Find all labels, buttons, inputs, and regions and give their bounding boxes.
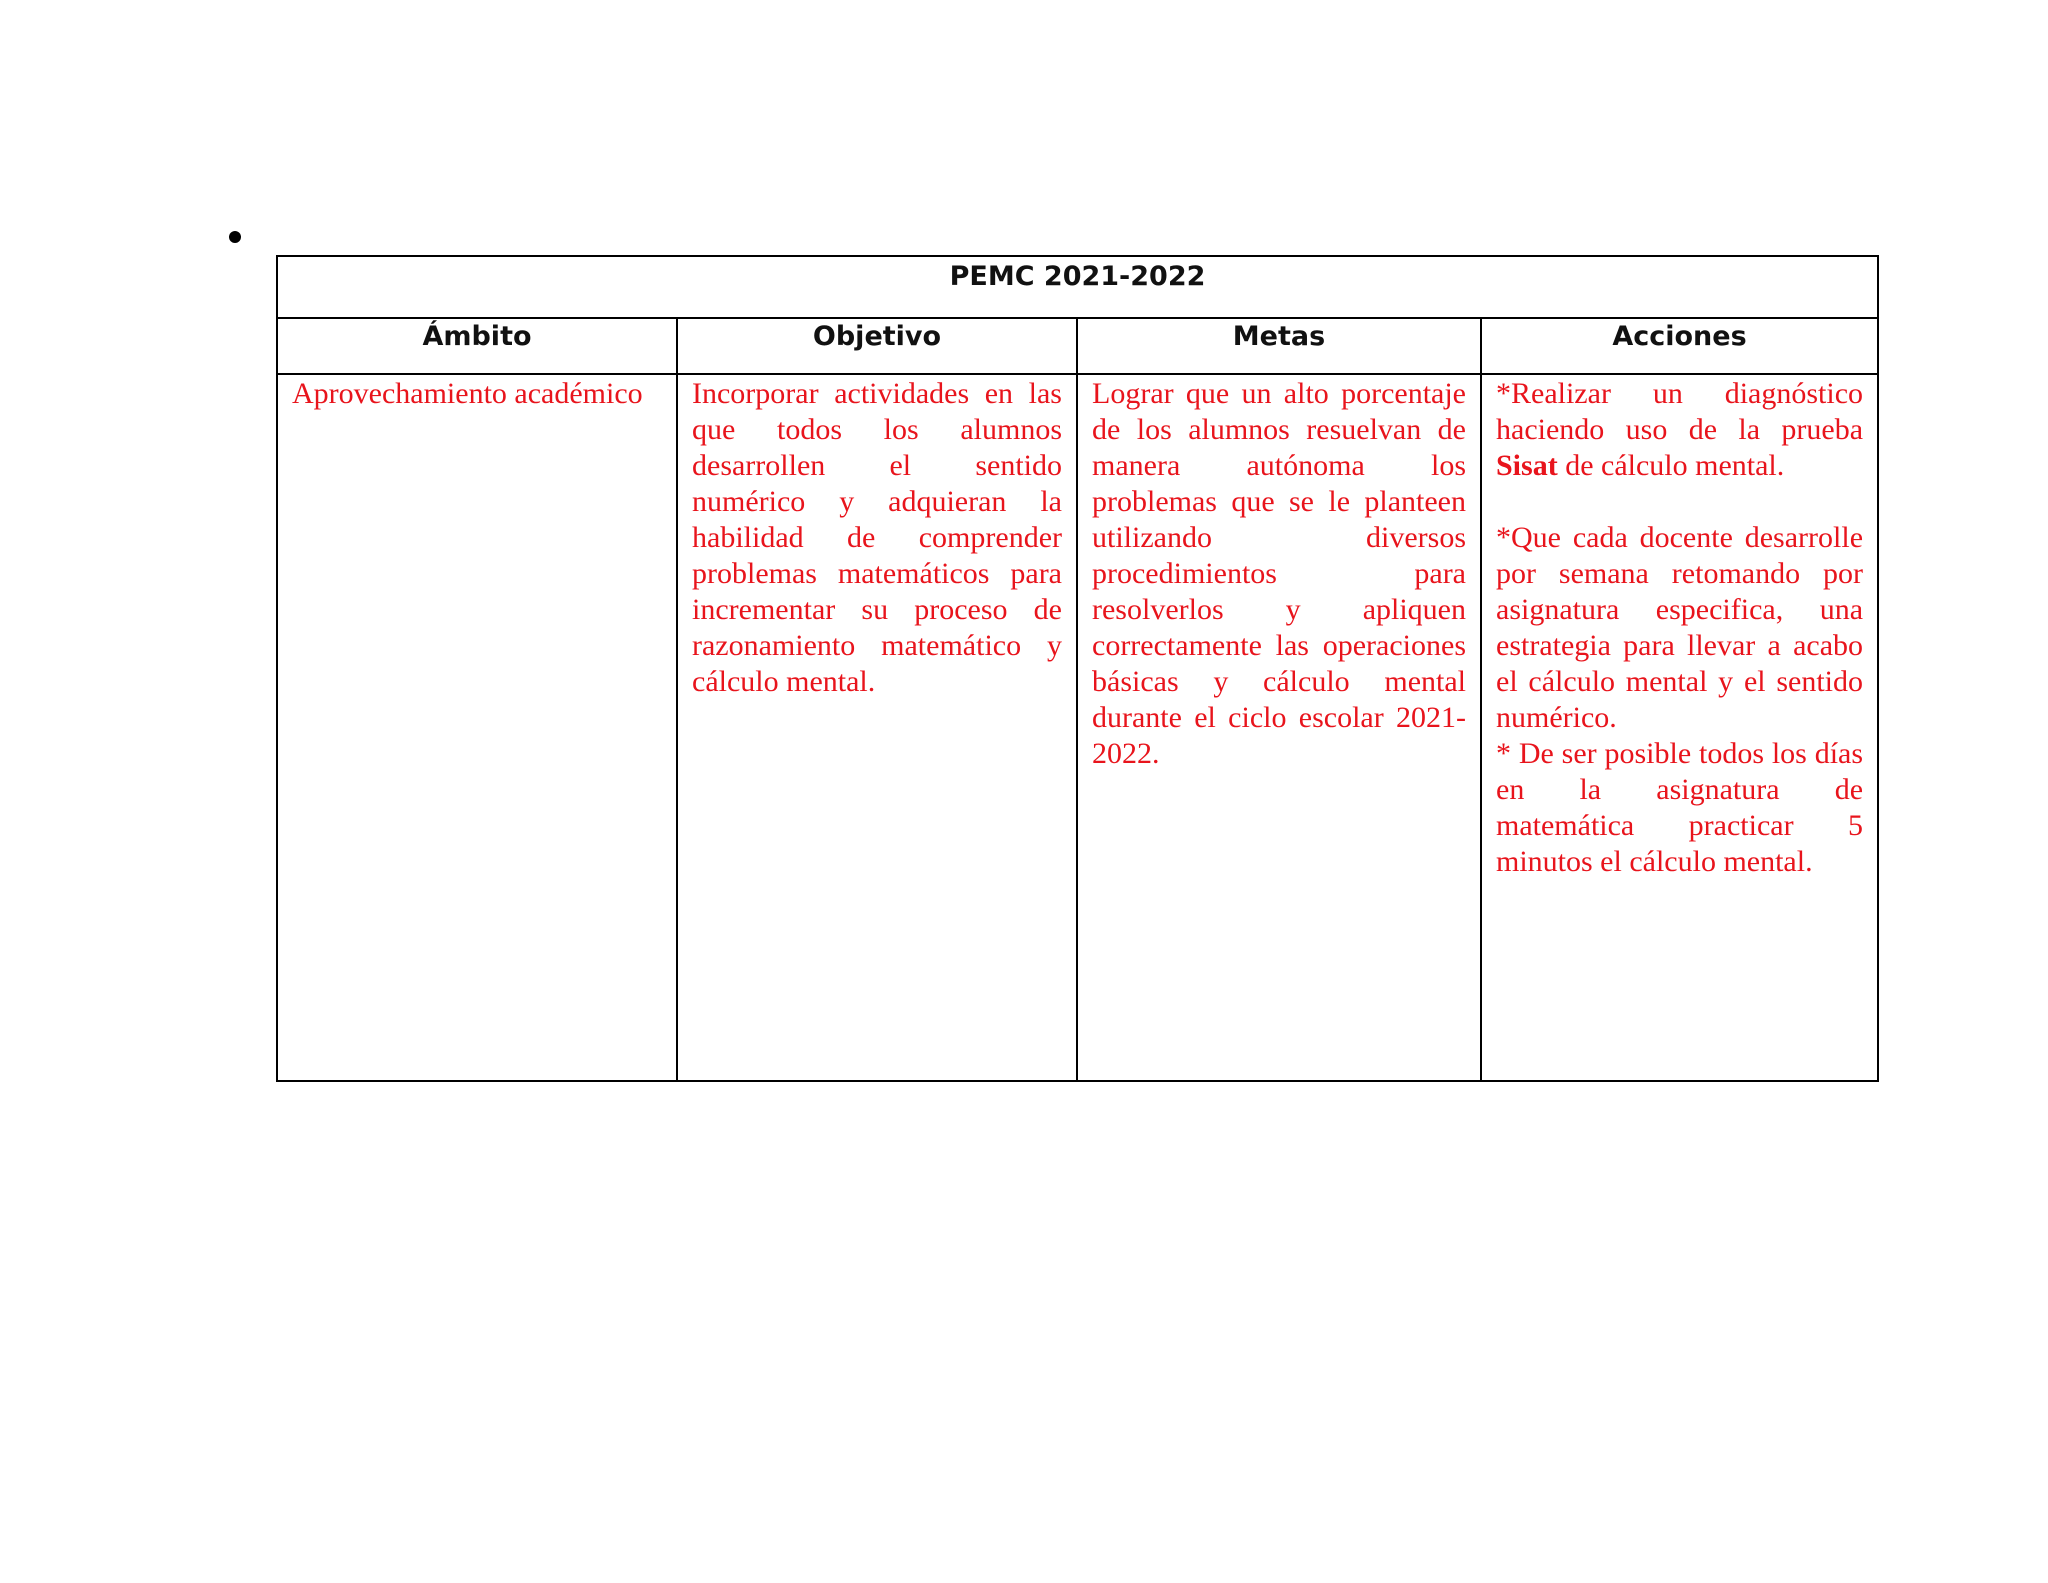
sisat-label: Sisat [1496,449,1558,482]
accion-diagnostico-post: de cálculo mental. [1565,449,1785,482]
accion-diagnostico [1496,376,1863,484]
cell-acciones [1481,374,1878,1081]
accion-practica: * De ser posible todos los días en la asignatura de matemática practicar 5 minutos el cálculo mental. [1496,737,1864,878]
table-title-row [277,256,1878,318]
header-metas: Metas [1077,318,1481,374]
cell-ambito: Aprovechamiento académico [277,374,677,1081]
header-ambito: Ámbito [277,318,677,374]
header-acciones: Acciones [1481,318,1878,374]
accion-diagnostico-pre: *Realizar un diagnóstico haciendo uso de la prueba [1496,377,1864,446]
table-row [277,374,1878,1081]
list-bullet [229,231,241,243]
header-objetivo: Objetivo [677,318,1077,374]
cell-metas: Lograr que un alto porcentaje de los alumnos resuelvan de manera autónoma los problemas que se le planteen utilizando diversos procedimientos para resolverlos y apliquen correctamente las operaciones básicas y cálculo mental durante el ciclo escolar 2021-2022. [1077,374,1481,1081]
accion-estrategia: *Que cada docente desarrolle por semana retomando por asignatura especifica, una estrategia para llevar a acabo el cálculo mental y el sentido numérico. [1496,521,1864,734]
pemc-table [276,255,1879,1082]
table-title: PEMC 2021-2022 [277,256,1878,318]
cell-objetivo: Incorporar actividades en las que todos los alumnos desarrollen el sentido numérico y adquieran la habilidad de comprender problemas matemáticos para incrementar su proceso de razonamiento matemático y cálculo mental. [677,374,1077,1081]
table-header-row [277,318,1878,374]
